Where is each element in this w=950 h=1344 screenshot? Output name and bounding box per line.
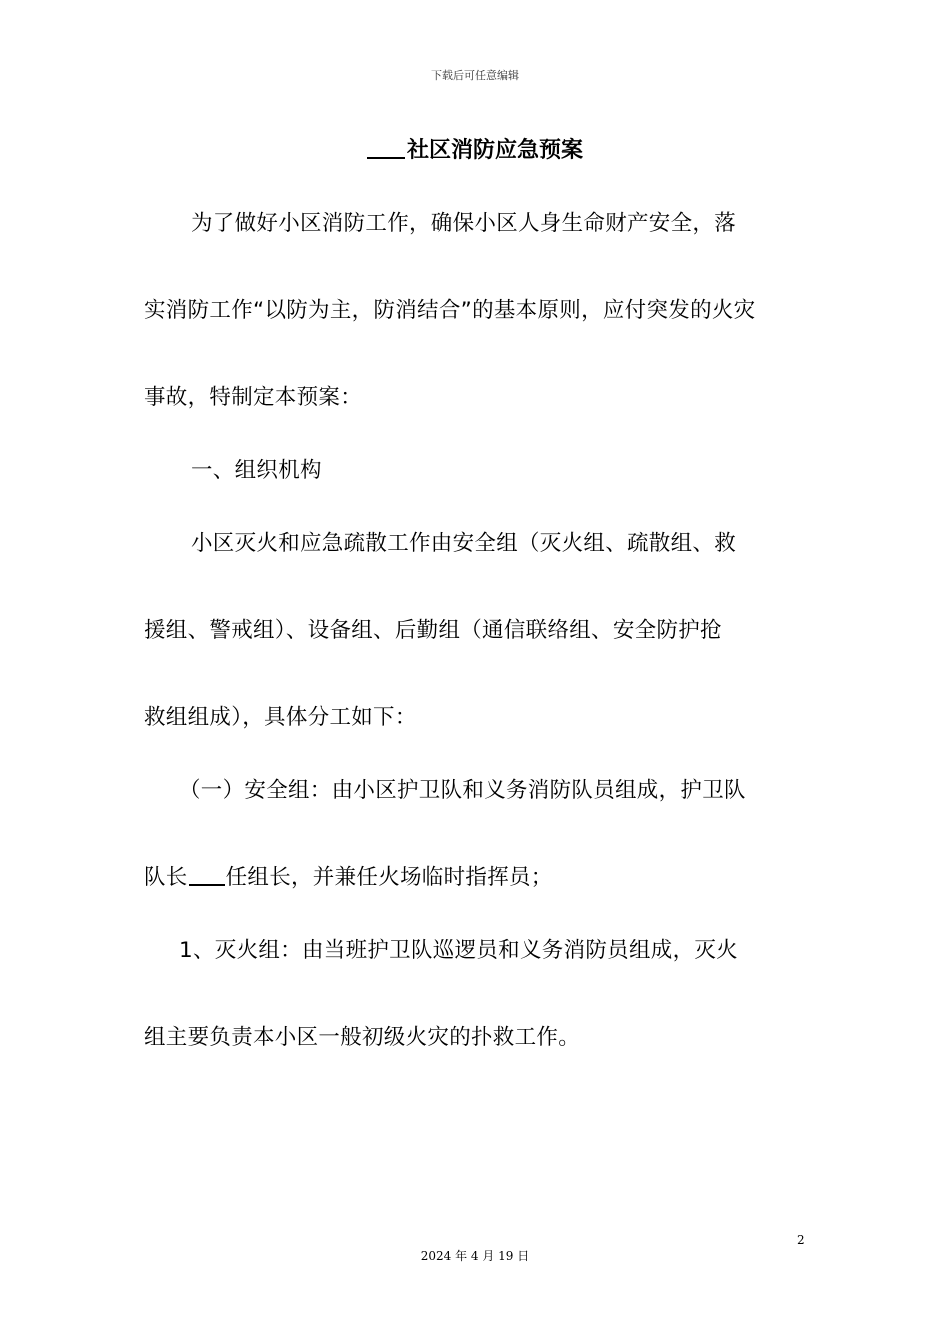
title-text: 社区消防应急预案 — [406, 138, 583, 163]
section-heading-organization: 一、组织机构 — [191, 458, 322, 483]
name-blank-underline — [189, 883, 225, 886]
paragraph-3-line-1: （一）安全组：由小区护卫队和义务消防队员组成，护卫队 — [179, 778, 746, 803]
footer-date: 2024 年 4 月 19 日 — [420, 1249, 530, 1263]
paragraph-3-line-2-end: 任组长，并兼任火场临时指挥员； — [225, 865, 553, 890]
header-note: 下载后可任意编辑 — [431, 69, 519, 82]
paragraph-4-line-1: 1、灭火组：由当班护卫队巡逻员和义务消防员组成，灭火 — [179, 938, 738, 963]
paragraph-2-line-2: 援组、警戒组）、设备组、后勤组（通信联络组、安全防护抢 — [144, 618, 722, 643]
title-blank-underline — [367, 156, 405, 159]
paragraph-4-line-2: 组主要负责本小区一般初级火灾的扑救工作。 — [144, 1025, 581, 1050]
paragraph-1-line-1: 为了做好小区消防工作，确保小区人身生命财产安全，落 — [191, 211, 737, 236]
paragraph-1-line-2: 实消防工作“以防为主，防消结合”的基本原则，应付突发的火灾 — [144, 298, 756, 323]
paragraph-2-line-1: 小区灭火和应急疏散工作由安全组（灭火组、疏散组、救 — [191, 531, 737, 556]
paragraph-3-line-2-start: 队长 — [144, 865, 188, 890]
paragraph-2-line-3: 救组组成），具体分工如下： — [144, 705, 417, 730]
paragraph-1-line-3: 事故，特制定本预案： — [144, 385, 363, 410]
document-title — [0, 135, 950, 167]
paragraph-3-line-2 — [144, 863, 824, 893]
page-number: 2 — [797, 1233, 805, 1247]
